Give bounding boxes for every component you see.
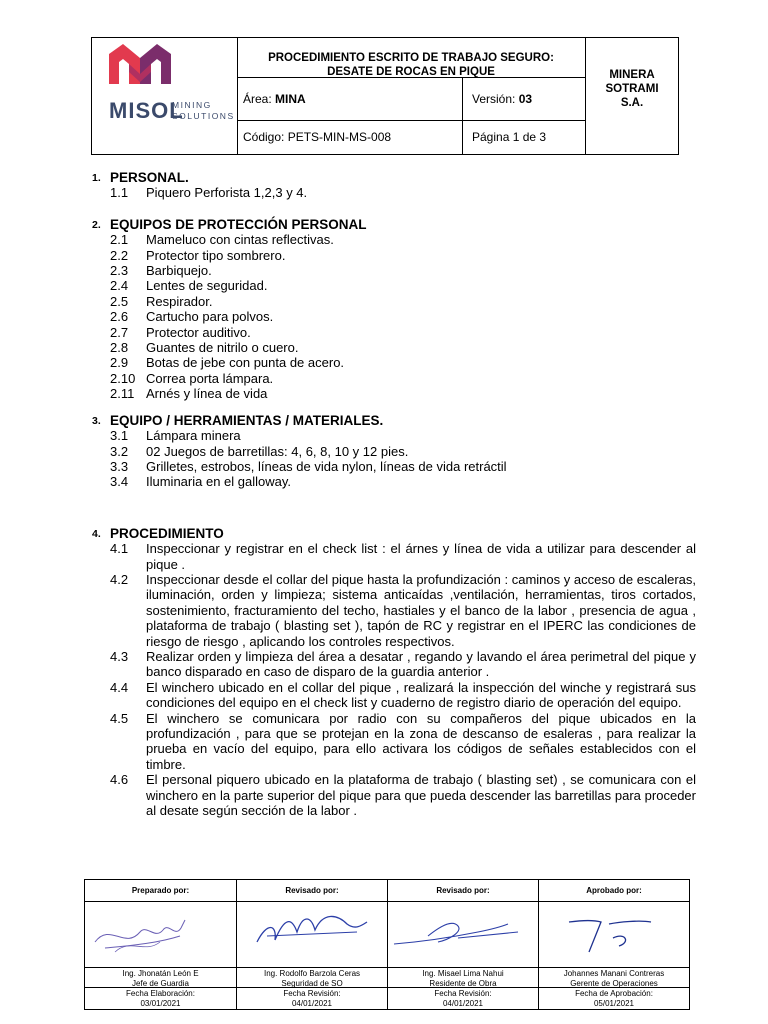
approval-table [84,879,690,1010]
code-value: PETS-MIN-MS-008 [287,130,392,144]
item-number: 2.7 [110,324,129,340]
list-item [92,459,696,474]
approver-name-text: Johannes Manani Contreras [563,969,665,978]
date-label: Fecha Elaboración: [126,989,195,998]
area-label: Área: [243,92,272,106]
approver-role: Gerente de Operaciones [570,978,658,988]
item-number: 1.1 [110,185,129,201]
area-field [237,78,463,121]
section-title [92,170,696,185]
section-title [92,413,696,428]
date-value: 04/01/2021 [291,998,333,1008]
list-item [92,309,696,324]
item-number: 2.9 [110,355,129,371]
misol-logo-icon [109,44,171,84]
version-label: Versión: [472,92,516,106]
signature-icon [85,902,235,966]
item-number: 4.1 [110,541,129,557]
list-item [92,649,696,680]
section-title [92,217,696,232]
list-item [92,355,696,370]
title-line-2: DESATE DE ROCAS EN PIQUE [327,66,495,78]
approval-date [388,988,538,1009]
company-name [586,38,678,154]
approval-heading: Revisado por: [388,880,538,902]
list-item [92,572,696,649]
section-number: 2. [92,218,101,231]
list-item [92,185,696,200]
item-number: 2.11 [110,386,135,402]
title-line-1: PROCEDIMIENTO ESCRITO DE TRABAJO SEGURO: [268,52,554,64]
item-number: 2.4 [110,278,129,294]
signature-area [85,902,236,968]
approval-date [85,988,236,1009]
item-text: Respirador. [146,293,213,309]
approver-name-text: Ing. Misael Lima Nahui [422,969,504,978]
logo-tagline-1: MINING [172,100,212,110]
item-text: Mameluco con cintas reflectivas. [146,232,334,248]
code-field [237,121,463,154]
section-heading: PERSONAL [110,170,186,185]
item-text: Guantes de nitrilo o cuero. [146,340,299,356]
section-suffix: . [379,412,384,428]
approver-name [85,968,236,988]
section-heading: EQUIPO / HERRAMIENTAS / MATERIALES [110,412,380,428]
item-number: 3.3 [110,458,129,474]
approver-name [388,968,538,988]
item-number: 3.4 [110,474,129,490]
list-item [92,294,696,309]
list-item [92,772,696,818]
approval-column-reviewed-1 [237,880,388,1009]
approver-role: Seguridad de SO [281,978,343,988]
item-text: Botas de jebe con punta de acero. [146,355,345,371]
item-text: El winchero se comunicara por radio con su compañeros del pique ubicados en la profundización , para que se protejan en la zona de descanso de esaleras , para realizar la prueba en vacío del equipo, para ello activara los códigos de señales establecidos con el timbre. [146,710,696,772]
item-text: Cartucho para polvos. [146,309,274,325]
item-text: Realizar orden y limpieza del área a desatar , regando y lavando el área perimetral del pique y banco disparado en caso de disparo de la guardia anterior . [146,648,696,680]
item-number: 2.6 [110,309,129,325]
item-number: 3.2 [110,443,129,459]
date-label: Fecha de Aprobación: [575,989,653,998]
item-number: 2.1 [110,232,129,248]
item-number: 4.4 [110,679,129,695]
approver-name-text: Ing. Jhonatán León E [122,969,199,978]
logo-wordmark: MISOL [109,98,184,123]
list-item [92,541,696,572]
item-number: 4.3 [110,648,129,664]
item-text: Correa porta lámpara. [146,370,274,386]
item-text: Protector auditivo. [146,324,251,340]
list-item [92,371,696,386]
approval-column-prepared [85,880,237,1009]
item-number: 2.5 [110,293,129,309]
approver-role: Jefe de Guardia [132,978,189,988]
list-item [92,278,696,293]
item-text: El personal piquero ubicado en la plataforma de trabajo ( blasting set) , se comunicara con el winchero en la parte superior del pique para que pueda descender las barretillas para proceder al desate según sección de la labor . [146,772,696,819]
item-number: 3.1 [110,428,129,444]
list-item [92,263,696,278]
section-number: 1. [92,172,101,184]
approval-column-approved [539,880,689,1009]
date-value: 04/01/2021 [442,998,484,1008]
section-title [92,526,696,541]
list-item [92,711,696,773]
page-number: Página 1 de 3 [463,121,586,154]
item-number: 4.2 [110,571,129,587]
section-number: 3. [92,414,101,427]
list-item [92,444,696,459]
date-label: Fecha Revisión: [434,989,492,998]
signature-area [237,902,387,968]
item-number: 2.10 [110,370,136,386]
item-number: 2.8 [110,340,129,356]
item-text: Arnés y línea de vida [146,386,268,402]
date-value: 05/01/2021 [593,998,635,1008]
section-number: 4. [92,527,101,540]
document-body [92,170,696,818]
version-field [463,78,586,121]
approver-name-text: Ing. Rodolfo Barzola Ceras [263,969,361,978]
signature-area [539,902,689,968]
logo-tagline [172,100,235,122]
item-text: Inspeccionar desde el collar del pique hasta la profundización : caminos y acceso de escaleras, iluminación, orden y limpieza; sistema anticaídas ,ventilación, herramientas, tiros cortados, sostenimiento, fracturamiento del techo, hastiales y el banco de la labor , presencia de agua , plataforma de trabajo ( blasting set ), tapón de RC y registrar en el IPERC las condiciones de riesgo de riesgo , aplicando los controles respectivos. [146,571,696,649]
company-line-3: S.A. [620,97,644,109]
list-item [92,232,696,247]
list-item [92,680,696,711]
item-number: 2.2 [110,247,129,263]
list-item [92,340,696,355]
code-label: Código: [243,130,285,144]
company-line-2: SOTRAMI [605,83,659,95]
company-line-1: MINERA [609,69,655,81]
approval-heading: Preparado por: [85,880,236,902]
area-value: MINA [275,92,306,106]
list-item [92,386,696,401]
section-suffix: . [185,170,189,185]
approver-name [539,968,689,988]
list-item [92,474,696,489]
signature-area [388,902,538,968]
section-heading: PROCEDIMIENTO [110,525,224,541]
date-label: Fecha Revisión: [283,989,341,998]
approval-column-reviewed-2 [388,880,539,1009]
approver-role: Residente de Obra [429,978,497,988]
item-text: Iluminaria en el galloway. [146,474,291,490]
version-value: 03 [518,92,533,106]
date-value: 03/01/2021 [140,998,181,1008]
signature-icon [539,902,689,966]
item-text: Lentes de seguridad. [146,278,268,294]
approval-heading: Revisado por: [237,880,387,902]
item-text: Inspeccionar y registrar en el check list : el árnes y línea de vida a utilizar para descender al pique . [146,541,696,572]
logo-cell [92,38,238,154]
item-text: Protector tipo sombrero. [146,247,286,263]
approver-name [237,968,387,988]
item-text: Barbiquejo. [146,263,212,279]
logo-tagline-2: SOLUTIONS [172,111,235,121]
item-text: El winchero ubicado en el collar del pique , realizará la inspección del winche y registrará sus condiciones del equipo en el check list y cuaderno de registro diario de operación del equipo. [146,679,696,711]
item-number: 4.6 [110,772,129,788]
approval-date [237,988,387,1009]
document-header [91,37,679,155]
approval-heading: Aprobado por: [539,880,689,902]
item-number: 4.5 [110,710,129,726]
item-text: 02 Juegos de barretillas: 4, 6, 8, 10 y 12 pies. [146,443,409,459]
list-item [92,248,696,263]
item-number: 2.3 [110,263,129,279]
list-item [92,325,696,340]
signature-icon [237,902,387,966]
item-text: Grilletes, estrobos, líneas de vida nylon, líneas de vida retráctil [146,458,507,474]
document-title [237,38,586,78]
item-text: Piquero Perforista 1,2,3 y 4. [146,185,308,201]
section-heading: EQUIPOS DE PROTECCIÓN PERSONAL [110,216,367,232]
list-item [92,428,696,443]
signature-icon [388,902,538,966]
approval-date [539,988,689,1009]
item-text: Lámpara minera [146,428,241,444]
